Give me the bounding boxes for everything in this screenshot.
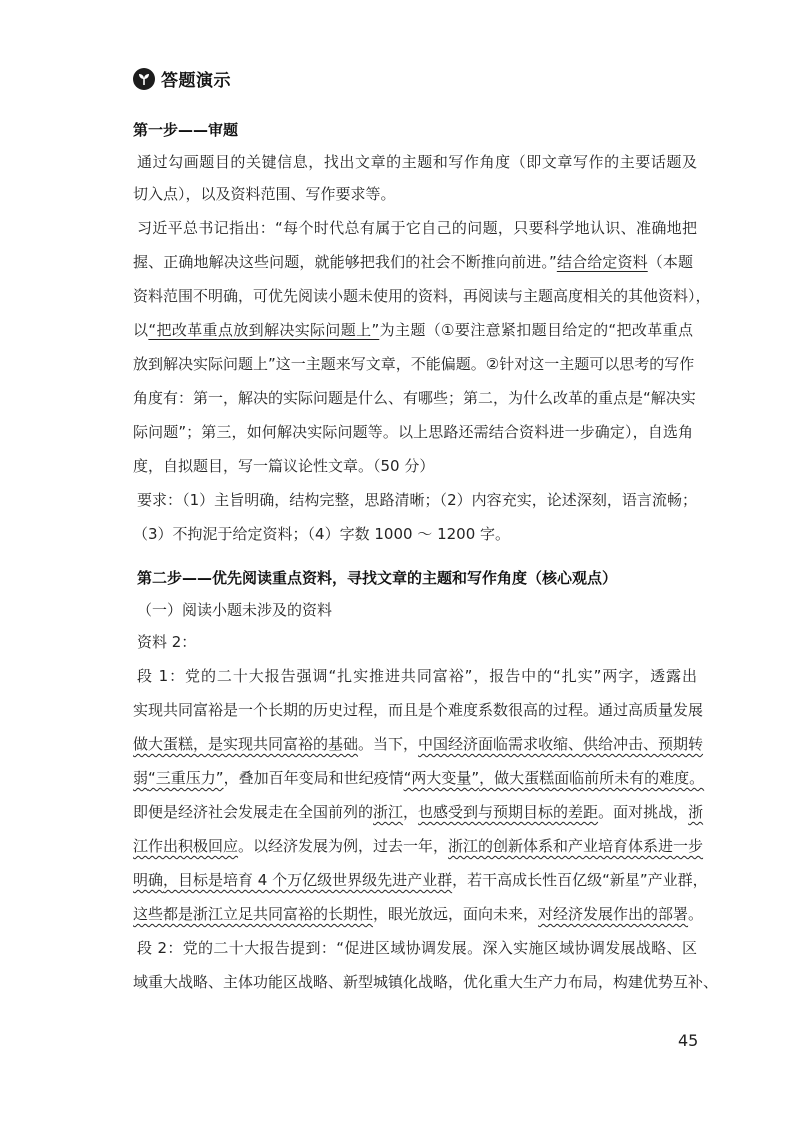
underlined-phrase: 做大蛋糕，是实现共同富裕的基础 <box>133 735 359 753</box>
leaf-icon <box>133 68 155 90</box>
quote-line: 习近平总书记指出：“每个时代总有属于它自己的问题，只要科学地认识、准确地把 <box>137 219 697 237</box>
underlined-phrase: 江作出积极回应 <box>133 837 239 855</box>
quote-line: 际问题”；第三，如何解决实际问题等。以上思路还需结合资料进一步确定），自选角 <box>133 423 693 441</box>
paragraph-line: 段 2：党的二十大报告提到：“促进区域协调发展。深入实施区域协调发展战略、区 <box>137 939 697 957</box>
paragraph-line: 做大蛋糕，是实现共同富裕的基础。当下，中国经济面临需求收缩、供给冲击、预期转 <box>133 735 704 753</box>
underlined-phrase: 中国经济面临需求收缩、供给冲击、预期转 <box>418 735 704 753</box>
intro-line: 通过勾画题目的关键信息，找出文章的主题和写作角度（即文章写作的主要话题及 <box>137 153 697 171</box>
quote-line: 以“把改革重点放到解决实际问题上”为主题（①要注意紧扣题目给定的“把改革重点 <box>133 321 693 339</box>
underlined-phrase: 这些都是浙江立足共同富裕的长期性 <box>133 905 374 923</box>
paragraph-line: 域重大战略、主体功能区战略、新型城镇化战略，优化重大生产力布局，构建优势互补、 <box>133 973 719 991</box>
paragraph-line: 实现共同富裕是一个长期的历史过程，而且是个难度系数很高的过程。通过高质量发展 <box>133 701 704 719</box>
underlined-phrase: 浙江 <box>373 803 404 821</box>
underlined-phrase: 明确 <box>133 871 164 889</box>
paragraph-line: 这些都是浙江立足共同富裕的长期性，眼光放远，面向未来，对经济发展作出的部署。 <box>133 905 704 923</box>
underlined-phrase: “两大变量” <box>403 769 480 787</box>
underlined-phrase: 浙 <box>688 803 704 821</box>
underlined-phrase: 也感受到与预期目标的差距 <box>418 803 599 821</box>
section-title: 答题演示 <box>161 71 231 91</box>
underlined-phrase: “把改革重点放到解决实际问题上” <box>148 321 380 339</box>
intro-line: 切入点），以及资料范围、写作要求等。 <box>133 185 396 203</box>
paragraph-line: 段 1：党的二十大报告强调“扎实推进共同富裕”，报告中的“扎实”两字，透露出 <box>137 667 697 685</box>
subsection-title: （一）阅读小题未涉及的资料 <box>137 601 333 619</box>
underlined-phrase: 对经济发展作出的部署 <box>538 905 689 923</box>
underlined-phrase: 结合给定资料 <box>556 253 648 271</box>
underlined-phrase: 浙江的创新体系和产业培育体系进一步 <box>448 837 704 855</box>
step1-title: 第一步——审题 <box>133 121 239 139</box>
quote-line: 度，自拟题目，写一篇议论性文章。（50 分） <box>133 457 435 475</box>
quote-line: 角度有：第一，解决的实际问题是什么、有哪些；第二，为什么改革的重点是“解决实 <box>133 389 696 407</box>
material-label: 资料 2： <box>137 633 197 651</box>
quote-line: 放到解决实际问题上”这一主题来写文章，不能偏题。②针对这一主题可以思考的写作 <box>133 355 695 373</box>
quote-line: 资料范围不明确，可优先阅读小题未使用的资料，再阅读与主题高度相关的其他资料）， <box>133 287 711 305</box>
section-header <box>133 66 231 91</box>
underlined-phrase: “三重压力” <box>148 769 224 787</box>
step2-title: 第二步——优先阅读重点资料，寻找文章的主题和写作角度（核心观点） <box>137 569 618 587</box>
quote-line: 握、正确地解决这些问题，就能够把我们的社会不断推向前进。”结合给定资料（本题 <box>133 253 693 271</box>
page-number: 45 <box>678 1031 699 1050</box>
paragraph-line: 即便是经济社会发展走在全国前列的浙江，也感受到与预期目标的差距。面对挑战，浙 <box>133 803 704 821</box>
underlined-phrase: ，目标是培育 4 个万亿级世界级先进产业群 <box>163 871 453 889</box>
paragraph-line: 明确，目标是培育 4 个万亿级世界级先进产业群，若干高成长性百亿级“新星”产业群， <box>133 871 708 889</box>
requirement-line: 要求：（1）主旨明确，结构完整，思路清晰；（2）内容充实，论述深刻，语言流畅； <box>137 491 697 509</box>
paragraph-line: 江作出积极回应。以经济发展为例，过去一年，浙江的创新体系和产业培育体系进一步 <box>133 837 704 855</box>
requirement-line: （3）不拘泥于给定资料；（4）字数 1000 ～ 1200 字。 <box>133 525 511 543</box>
paragraph-line: 弱“三重压力”，叠加百年变局和世纪疫情“两大变量”，做大蛋糕面临前所未有的难度。 <box>133 769 705 787</box>
